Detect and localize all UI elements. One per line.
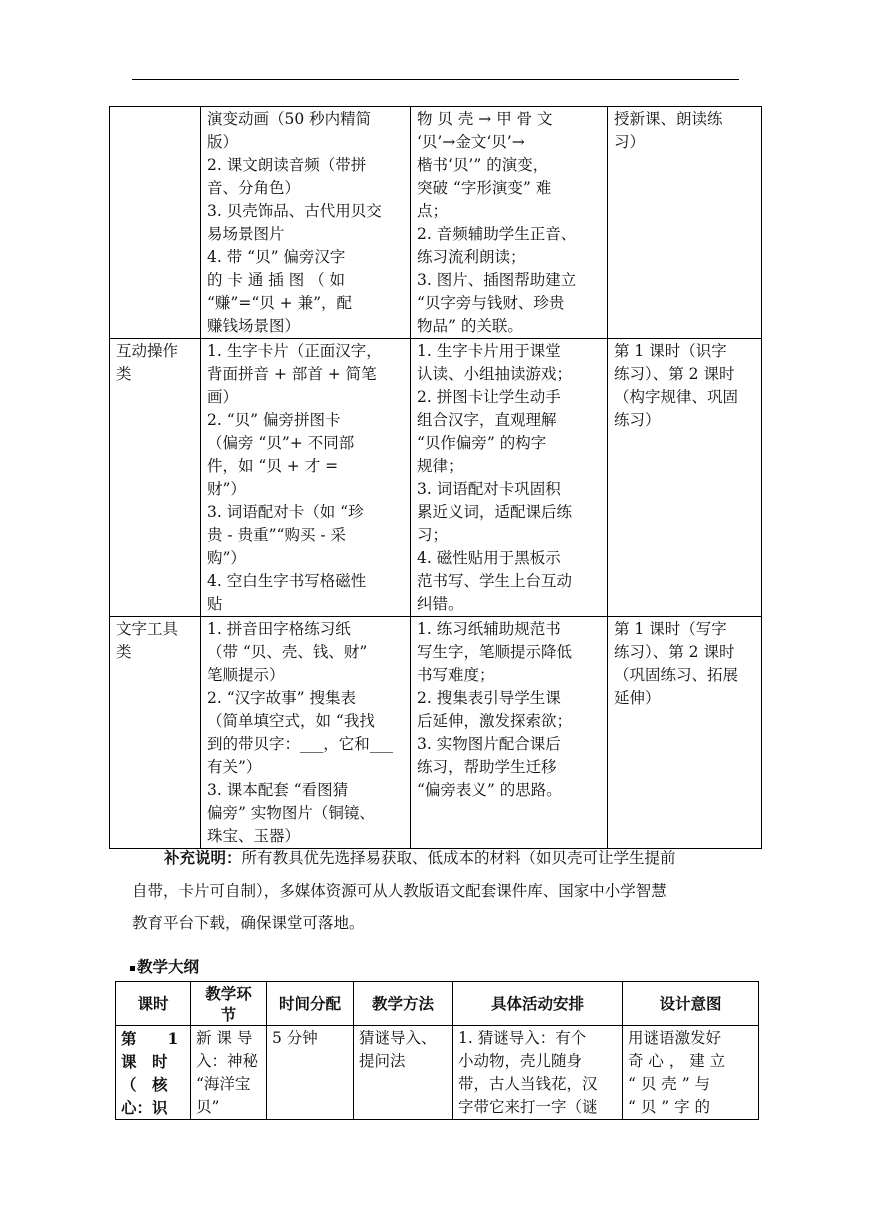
cell-items-line: 2. “汉字故事” 搜集表 (207, 689, 356, 707)
cell-items-line: 到的带贝字：___，它和___ (207, 735, 394, 753)
supplement-text-3: 教育平台下载，确保课堂可落地。 (132, 914, 365, 932)
cell-purpose-line: “贝作偏旁” 的构字 (417, 434, 547, 452)
cell-type (110, 107, 201, 339)
cell-items (201, 617, 411, 849)
table-row (116, 1026, 759, 1120)
cell-purpose (411, 339, 608, 617)
cell-usage-line: 第 1 课时（识字 (614, 342, 727, 360)
cell-intent-line: 奇 心 ， 建 立 (628, 1052, 726, 1070)
cell-usage-line: 练习）、第 2 课时 (614, 643, 735, 661)
cell-type-line: 类 (116, 643, 132, 661)
cell-items-line: 演变动画（50 秒内精简 (207, 110, 372, 128)
cell-usage-line: 延伸） (614, 689, 661, 707)
cell-items-line: 贵 - 贵重”“购买 - 采 (207, 526, 347, 544)
cell-purpose-line: 规律； (417, 457, 464, 475)
cell-items-line: （带 “贝、壳、钱、财” (207, 643, 368, 661)
cell-items-line: 笔顺提示） (207, 666, 285, 684)
cell-purpose-line: 2. 搜集表引导学生课 (417, 689, 561, 707)
cell-items-line: 4. 空白生字书写格磁性 (207, 572, 367, 590)
cell-purpose (411, 617, 608, 849)
header-stage-line1: 教学环 (205, 983, 252, 1003)
table-row (110, 339, 762, 617)
cell-purpose-line: 练习流利朗读； (417, 248, 526, 266)
cell-purpose-line: 3. 词语配对卡巩固积 (417, 480, 561, 498)
cell-purpose-line: 4. 磁性贴用于黑板示 (417, 549, 561, 567)
cell-items-line: 4. 带 “贝” 偏旁汉字 (207, 248, 346, 266)
cell-time: 5 分钟 (267, 1026, 354, 1120)
cell-purpose-line: 3. 实物图片配合课后 (417, 735, 561, 753)
table-row (110, 617, 762, 849)
cell-stage (191, 1026, 267, 1120)
cell-purpose-line: 认读、小组抽读游戏； (417, 365, 573, 383)
cell-usage-line: 习） (614, 133, 646, 151)
header-time: 时间分配 (267, 982, 354, 1026)
cell-usage-line: （构字规律、巩固 (614, 388, 739, 406)
cell-period-line: 第 1 (121, 1029, 179, 1048)
cell-purpose-line: 突破 “字形演变” 难 (417, 179, 552, 197)
cell-type (110, 339, 201, 617)
cell-items-line: 件，如 “贝 + 才 = (207, 457, 339, 475)
header-activity: 具体活动安排 (453, 982, 623, 1026)
cell-purpose-line: 纠错。 (417, 595, 464, 613)
header-stage-line2: 节 (220, 1004, 237, 1024)
cell-activity-line: 1. 猜谜导入：有个 (458, 1029, 587, 1047)
cell-purpose-line: 2. 音频辅助学生正音、 (417, 225, 577, 243)
cell-usage-line: 练习） (614, 411, 661, 429)
outline-table (115, 981, 759, 1120)
cell-purpose-line: 1. 生字卡片用于课堂 (417, 342, 561, 360)
cell-type-line: 互动操作 (116, 342, 179, 360)
cell-activity-line: 带，古人当钱花，汉 (458, 1075, 598, 1093)
cell-items-line: 有关”） (207, 758, 262, 776)
cell-period (116, 1026, 191, 1120)
cell-items-line: 3. 词语配对卡（如 “珍 (207, 503, 364, 521)
cell-items-line: “赚”=“贝 + 兼”，配 (207, 294, 353, 312)
cell-items-line: （简单填空式，如 “我找 (207, 712, 375, 730)
cell-usage (608, 617, 762, 849)
cell-purpose-line: 1. 练习纸辅助规范书 (417, 620, 561, 638)
cell-period-line: （ 核 (121, 1075, 168, 1094)
cell-stage-line: 贝” (196, 1098, 220, 1116)
cell-items-line: 易场景图片 (207, 225, 285, 243)
header-stage (191, 982, 267, 1026)
cell-purpose-line: 练习，帮助学生迁移 (417, 758, 557, 776)
supplement-note-line1 (164, 846, 804, 870)
cell-purpose-line: 后延伸，激发探索欲； (417, 712, 573, 730)
supplement-text-1: 所有教具优先选择易获取、低成本的材料（如贝壳可让学生提前 (241, 849, 676, 867)
cell-usage-line: 练习）、第 2 课时 (614, 365, 735, 383)
cell-items-line: 版） (207, 133, 239, 151)
outline-title: 教学大纲 (137, 957, 200, 976)
cell-period-line: 心：识 (121, 1098, 168, 1117)
cell-purpose-line: 习； (417, 526, 449, 544)
cell-purpose-line: 点； (417, 202, 449, 220)
cell-items-line: 购”） (207, 549, 246, 567)
header-period: 课时 (116, 982, 191, 1026)
cell-purpose-line: 3. 图片、插图帮助建立 (417, 271, 577, 289)
cell-items-line: 3. 贝壳饰品、古代用贝交 (207, 202, 382, 220)
cell-activity (453, 1026, 623, 1120)
cell-method (354, 1026, 453, 1120)
cell-purpose-line: 2. 拼图卡让学生动手 (417, 388, 561, 406)
cell-items-line: 1. 生字卡片（正面汉字， (207, 342, 382, 360)
cell-activity-line: 小动物，壳儿随身 (458, 1052, 583, 1070)
cell-intent (623, 1026, 759, 1120)
cell-type (110, 617, 201, 849)
cell-purpose-line: “偏旁表义” 的思路。 (417, 781, 562, 799)
cell-items-line: 音、分角色） (207, 179, 301, 197)
cell-items-line: 珠宝、玉器） (207, 827, 301, 845)
cell-purpose-line: 写生字，笔顺提示降低 (417, 643, 573, 661)
cell-purpose-line: 物品” 的关联。 (417, 317, 523, 335)
cell-stage-line: 入：神秘 (196, 1052, 259, 1070)
table-row (110, 107, 762, 339)
cell-period-line: 课 时 (121, 1052, 168, 1071)
header-method: 教学方法 (354, 982, 453, 1026)
cell-intent-line: 用谜语激发好 (628, 1029, 722, 1047)
header-rule (132, 79, 739, 80)
cell-purpose-line: 书写难度； (417, 666, 495, 684)
cell-type-line: 类 (116, 365, 132, 383)
cell-usage-line: 第 1 课时（写字 (614, 620, 727, 638)
cell-items-line: （偏旁 “贝”+ 不同部 (207, 434, 355, 452)
cell-items-line: 画） (207, 388, 239, 406)
cell-purpose-line: 组合汉字，直观理解 (417, 411, 557, 429)
cell-usage-line: 授新课、朗读练 (614, 110, 723, 128)
cell-method-line: 猜谜导入、 (359, 1029, 437, 1047)
cell-items-line: 赚钱场景图） (207, 317, 301, 335)
cell-items-line: 贴 (207, 595, 223, 613)
cell-items-line: 的 卡 通 插 图 （ 如 (207, 271, 346, 289)
cell-items-line: 财”） (207, 480, 246, 498)
supplement-text-2: 自带，卡片可自制），多媒体资源可从人教版语文配套课件库、国家中小学智慧 (132, 882, 667, 900)
supplement-label: 补充说明： (164, 848, 242, 867)
cell-stage-line: “海洋宝 (196, 1075, 251, 1093)
outline-heading (130, 955, 199, 977)
cell-purpose-line: ‘贝’→金文‘贝’→ (417, 133, 525, 151)
cell-purpose-line: 楷书‘贝’” 的演变， (417, 156, 549, 174)
cell-purpose-line: “贝字旁与钱财、珍贵 (417, 294, 565, 312)
cell-items (201, 339, 411, 617)
cell-items-line: 2. 课文朗读音频（带拼 (207, 156, 367, 174)
cell-items-line: 背面拼音 + 部首 + 简笔 (207, 365, 377, 383)
cell-stage-line: 新 课 导 (196, 1029, 253, 1047)
materials-table (109, 106, 762, 849)
cell-items-line: 2. “贝” 偏旁拼图卡 (207, 411, 341, 429)
cell-items (201, 107, 411, 339)
cell-purpose-line: 累近义词，适配课后练 (417, 503, 573, 521)
cell-method-line: 提问法 (359, 1052, 406, 1070)
cell-activity-line: 字带它来打一字（谜 (458, 1098, 598, 1116)
cell-purpose-line: 物 贝 壳 → 甲 骨 文 (417, 110, 553, 128)
cell-purpose-line: 范书写、学生上台互动 (417, 572, 573, 590)
cell-usage-line: （巩固练习、拓展 (614, 666, 739, 684)
header-intent: 设计意图 (623, 982, 759, 1026)
cell-purpose (411, 107, 608, 339)
cell-intent-line: “ 贝 壳 ” 与 (628, 1075, 711, 1093)
bullet-icon (130, 966, 135, 971)
cell-items-line: 偏旁” 实物图片（铜镜、 (207, 804, 375, 822)
cell-usage (608, 339, 762, 617)
cell-usage (608, 107, 762, 339)
cell-intent-line: “ 贝 ” 字 的 (628, 1098, 711, 1116)
cell-items-line: 1. 拼音田字格练习纸 (207, 620, 351, 638)
cell-type-line: 文字工具 (116, 620, 179, 638)
cell-items-line: 3. 课本配套 “看图猜 (207, 781, 349, 799)
